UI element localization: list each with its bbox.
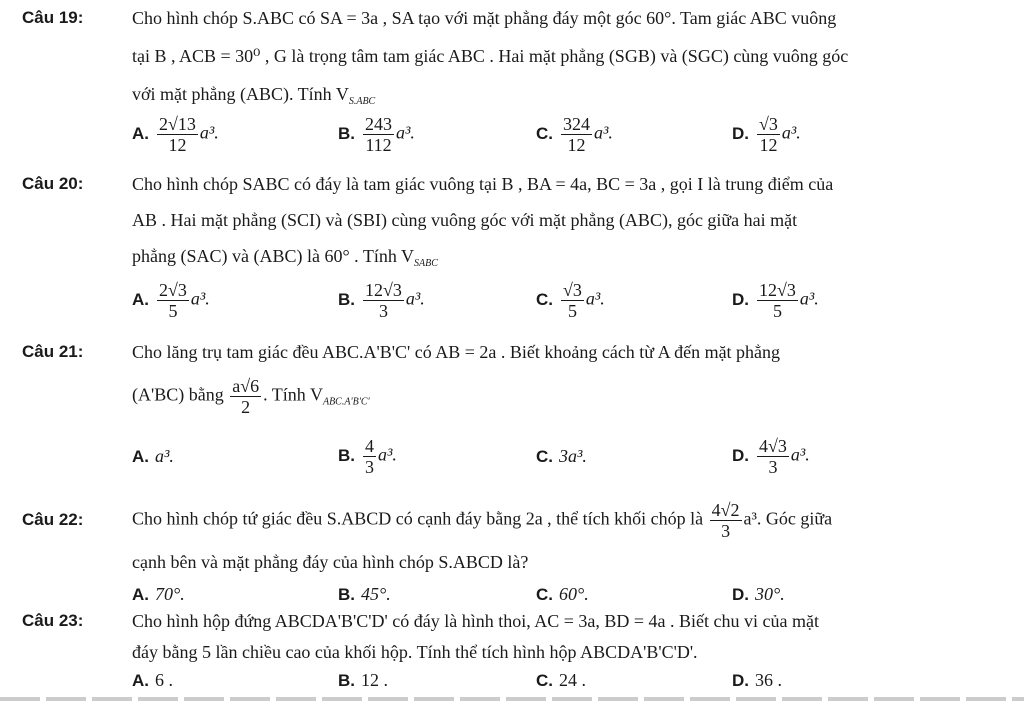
question-22-line-1: Cho hình chóp tứ giác đều S.ABCD có cạnh đáy bằng 2a , thể tích khối chóp là $\frac{4√2}{3}$ a³. Góc giữa [132,500,833,541]
fraction: $\frac{4√3}{3}$ [759,436,787,477]
question-22-answer-c[interactable]: C. 60°. [536,584,589,604]
question-21-line-2: (A'BC) bằng $\frac{a√6}{2}$ . Tính $V_{ABC.A'B'C'}$ [132,376,370,417]
question-21-answer-b[interactable]: B. $\frac{4}{3}$ a³. [338,436,397,477]
fraction: $\frac{12√3}{3}$ [365,280,402,321]
question-21-answer-d[interactable]: D. $\frac{4√3}{3}$ a³. [732,436,810,477]
question-19-answer-c[interactable]: C. $\frac{324}{12}$ a³. [536,114,613,155]
fraction: $\frac{a√6}{2}$ [232,376,260,417]
fraction: $\frac{324}{12}$ [563,114,590,155]
fraction: $\frac{2√13}{12}$ [159,114,196,155]
question-20-answer-b[interactable]: B. $\frac{12√3}{3}$ a³. [338,280,425,321]
question-19-line-3: với mặt phẳng (ABC). Tính $V_{S.ABC}$ [132,84,376,107]
question-19-label: Câu 19: [22,8,84,27]
question-20-line-3: phẳng (SAC) và (ABC) là 60° . Tính $V_{SABC}$ [132,246,438,269]
fraction: $\frac{2√3}{5}$ [159,280,187,321]
fraction: $\frac{12√3}{5}$ [759,280,796,321]
question-21-line-1: Cho lăng trụ tam giác đều ABC.A'B'C' có AB = 2a . Biết khoảng cách từ A đến mặt phẳng [132,342,781,362]
fraction: $\frac{243}{112}$ [365,114,392,155]
question-19-line-1: Cho hình chóp S.ABC có SA = 3a , SA tạo với mặt phẳng đáy một góc 60°. Tam giác ABC vuông [132,8,837,28]
question-22-answer-b[interactable]: B. 45°. [338,584,391,604]
question-23-answer-c[interactable]: C. 24 . [536,670,586,690]
question-22-line-2: cạnh bên và mặt phẳng đáy của hình chóp S.ABCD là? [132,552,529,572]
question-23-label: Câu 23: [22,611,84,630]
question-20-answer-a[interactable]: A. $\frac{2√3}{5}$ a³. [132,280,210,321]
question-23-answer-d[interactable]: D. 36 . [732,670,782,690]
fraction: $\frac{4}{3}$ [365,436,374,477]
fraction: $\frac{4√2}{3}$ [711,500,740,541]
question-20-line-2: AB . Hai mặt phẳng (SCI) và (SBI) cùng vuông góc với mặt phẳng (ABC), góc giữa hai mặt [132,210,798,230]
fraction: $\frac{√3}{12}$ [759,114,778,155]
question-19-answer-a[interactable]: A. $\frac{2√13}{12}$ a³. [132,114,219,155]
question-20-line-1: Cho hình chóp SABC có đáy là tam giác vuông tại B , BA = 4a, BC = 3a , gọi I là trung điểm của [132,174,834,194]
question-21-answer-a[interactable]: A. a³. [132,446,174,466]
question-20-answer-d[interactable]: D. $\frac{12√3}{5}$ a³. [732,280,819,321]
page-bottom-divider [0,697,1024,701]
question-21-label: Câu 21: [22,342,84,361]
fraction: $\frac{√3}{5}$ [563,280,582,321]
question-19-answer-d[interactable]: D. $\frac{√3}{12}$ a³. [732,114,801,155]
question-21-answer-c[interactable]: C. 3a³. [536,446,587,466]
question-23-answer-b[interactable]: B. 12 . [338,670,388,690]
question-22-answer-a[interactable]: A. 70°. [132,584,185,604]
question-20-label: Câu 20: [22,174,84,193]
question-20-answer-c[interactable]: C. $\frac{√3}{5}$ a³. [536,280,605,321]
question-22-answer-d[interactable]: D. 30°. [732,584,785,604]
question-19-line-2: tại B , ACB = 30⁰ , G là trọng tâm tam giác ABC . Hai mặt phẳng (SGB) và (SGC) cùng vuông góc [132,46,849,66]
question-23-answer-a[interactable]: A. 6 . [132,670,173,690]
question-23-line-2: đáy bằng 5 lần chiều cao của khối hộp. Tính thể tích hình hộp ABCDA'B'C'D'. [132,642,698,662]
question-19-answer-b[interactable]: B. $\frac{243}{112}$ a³. [338,114,415,155]
question-22-label: Câu 22: [22,510,84,529]
question-23-line-1: Cho hình hộp đứng ABCDA'B'C'D' có đáy là hình thoi, AC = 3a, BD = 4a . Biết chu vi của mặt [132,611,819,631]
